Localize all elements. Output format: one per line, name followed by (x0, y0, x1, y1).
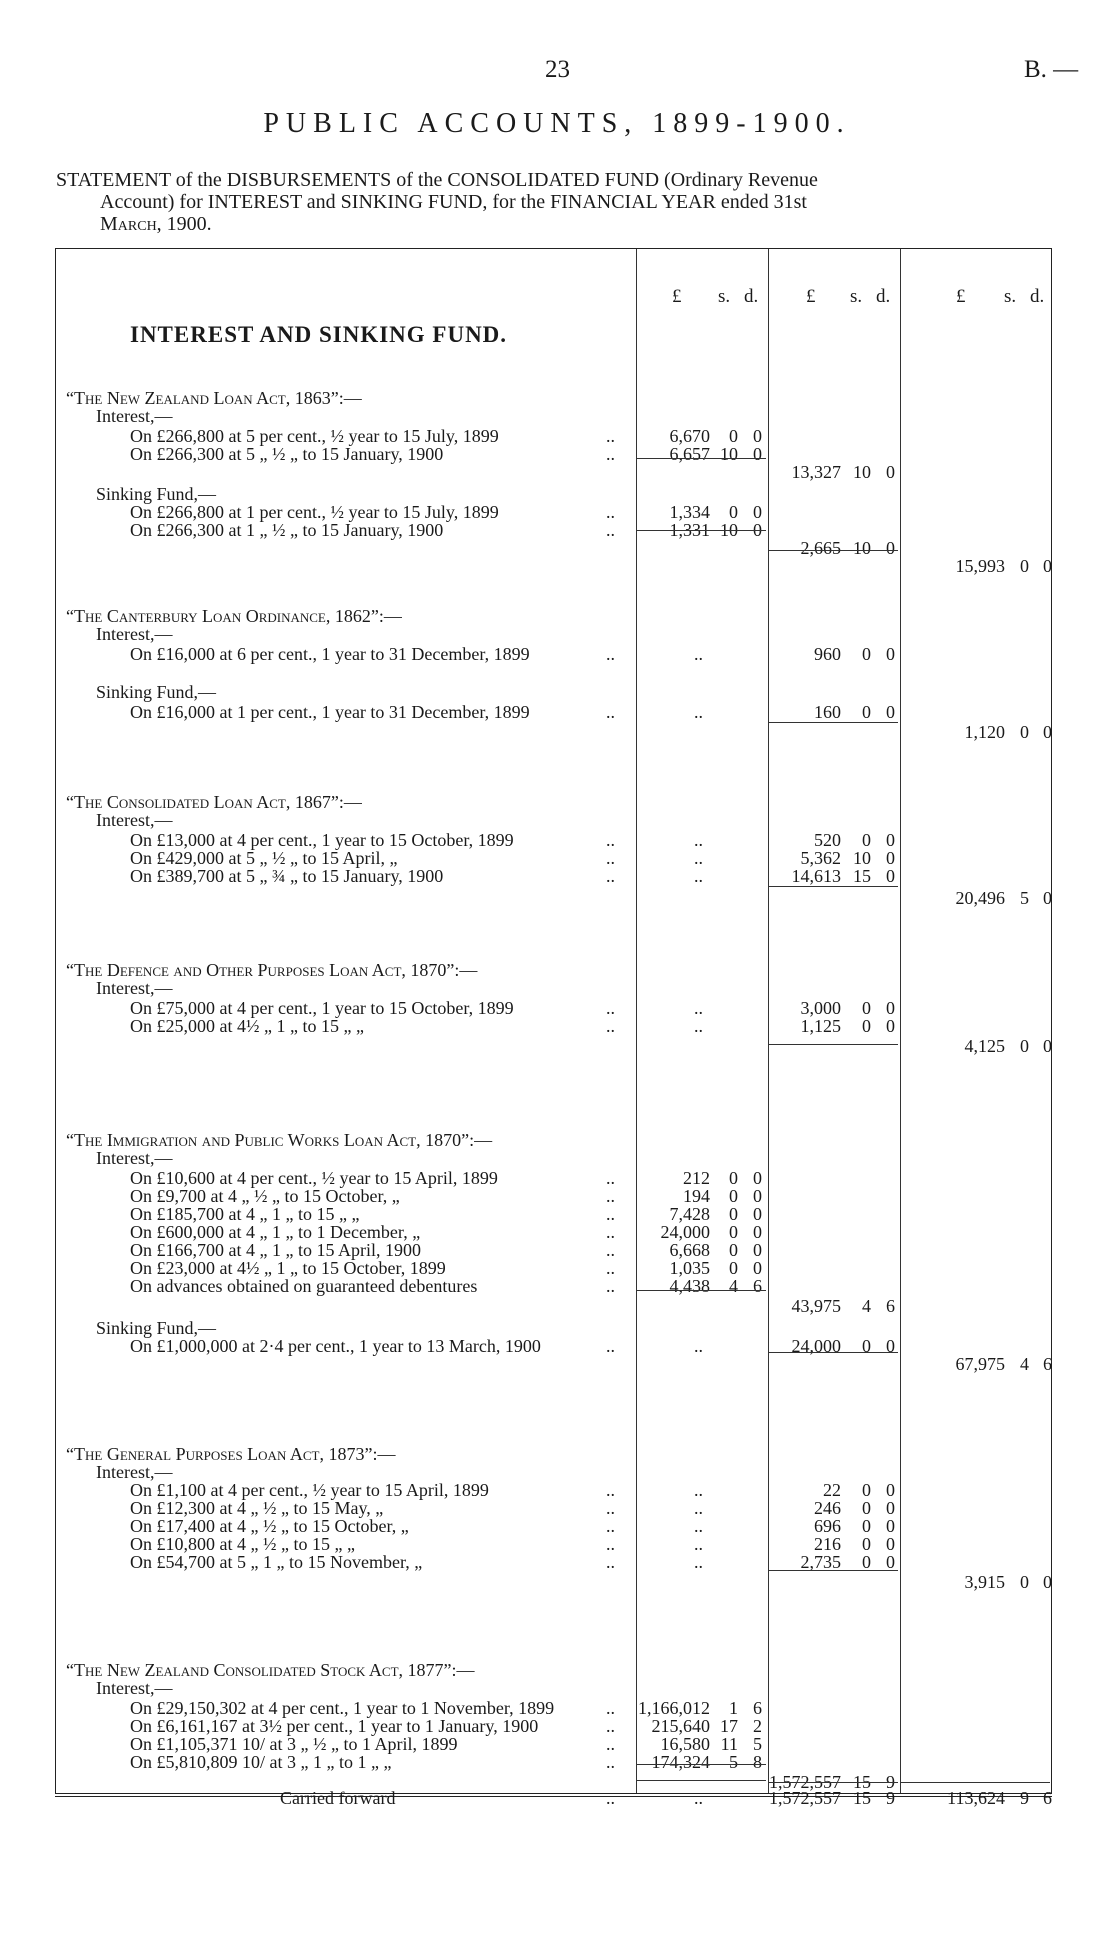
amount-pounds-col1: 1,035 (669, 1258, 710, 1278)
leader-dots: .. (606, 1186, 615, 1206)
table-row (0, 1480, 1114, 1500)
amount-shillings-col3: 0 (1020, 556, 1029, 576)
amount-pounds-col1: 1,334 (669, 502, 710, 522)
amount-shillings-col1: 0 (729, 502, 738, 522)
table-row (0, 978, 1114, 998)
series-mark: B. — (1024, 56, 1079, 83)
leader-dots: .. (606, 1552, 615, 1572)
amount-pounds-col1: 7,428 (669, 1204, 710, 1224)
amount-pence-col3: 0 (1043, 722, 1052, 742)
table-row (0, 1240, 1114, 1260)
amount-shillings-col2: 4 (862, 1296, 871, 1316)
table-row (0, 1276, 1114, 1296)
amount-shillings-col1: 0 (729, 1204, 738, 1224)
amount-shillings-col2: 0 (862, 702, 871, 722)
table-row (0, 426, 1114, 446)
amount-pounds-col2: 13,327 (791, 462, 841, 482)
subtotal-rule (768, 1570, 898, 1571)
amount-shillings-col3: 0 (1020, 722, 1029, 742)
table-row (0, 1130, 1114, 1150)
row-description: “The Immigration and Public Works Loan Act, 1870”:— (66, 1130, 493, 1150)
amount-shillings-col1: 0 (729, 1240, 738, 1260)
row-description: Interest,— (96, 1148, 173, 1168)
amount-shillings-col1: 1 (729, 1698, 738, 1718)
page-title: PUBLIC ACCOUNTS, 1899-1900. (263, 108, 851, 139)
row-description: On £5,810,809 10/ at 3 „ 1 „ to 1 „ „ (130, 1752, 392, 1772)
row-description: “The General Purposes Loan Act, 1873”:— (66, 1444, 396, 1464)
amount-pounds-col2: 1,125 (800, 1016, 841, 1036)
empty-cell-dots: .. (694, 1016, 703, 1036)
empty-cell-dots: .. (694, 1336, 703, 1356)
table-row (0, 1186, 1114, 1206)
amount-pounds-col3: 20,496 (955, 888, 1005, 908)
amount-pounds-col2: 22 (823, 1480, 841, 1500)
leader-dots: .. (606, 1204, 615, 1224)
amount-pence-col2: 0 (886, 848, 895, 868)
table-row (0, 1168, 1114, 1188)
table-row (0, 1148, 1114, 1168)
subtotal-rule (768, 1782, 898, 1783)
amount-pounds-col3: 67,975 (955, 1354, 1005, 1374)
amount-shillings-col2: 0 (862, 1336, 871, 1356)
row-description: Interest,— (96, 624, 173, 644)
row-description: On £25,000 at 4½ „ 1 „ to 15 „ „ (130, 1016, 364, 1036)
amount-pence-col2: 0 (886, 830, 895, 850)
amount-pence-col1: 0 (753, 1258, 762, 1278)
amount-pounds-col2: 14,613 (791, 866, 841, 886)
table-row (0, 1716, 1114, 1736)
leader-dots: .. (606, 444, 615, 464)
row-description: Interest,— (96, 978, 173, 998)
leader-dots: .. (606, 1752, 615, 1772)
amount-pounds-col2: 3,000 (800, 998, 841, 1018)
amount-pounds-col2: 246 (814, 1498, 841, 1518)
table-row (0, 1036, 1114, 1056)
amount-pence-col2: 0 (886, 1016, 895, 1036)
amount-pounds-col3: 113,624 (947, 1788, 1005, 1808)
amount-pence-col1: 0 (753, 444, 762, 464)
leader-dots: .. (606, 830, 615, 850)
amount-shillings-col3: 4 (1020, 1354, 1029, 1374)
table-row (0, 462, 1114, 482)
amount-pence-col2: 0 (886, 1336, 895, 1356)
row-description: On £266,300 at 5 „ ½ „ to 15 January, 1900 (130, 444, 444, 464)
amount-pence-col1: 6 (753, 1276, 762, 1296)
empty-cell-dots: .. (694, 1534, 703, 1554)
leader-dots: .. (606, 702, 615, 722)
amount-pence-col2: 0 (886, 644, 895, 664)
amount-pence-col2: 0 (886, 1552, 895, 1572)
table-row (0, 1788, 1114, 1808)
row-description: Interest,— (96, 406, 173, 426)
empty-cell-dots: .. (694, 866, 703, 886)
table-row (0, 484, 1114, 504)
amount-pence-col1: 0 (753, 1240, 762, 1260)
row-description: On £10,600 at 4 per cent., ½ year to 15 April, 1899 (130, 1168, 498, 1188)
amount-pounds-col3: 3,915 (964, 1572, 1005, 1592)
table-row (0, 682, 1114, 702)
leader-dots: .. (606, 1788, 615, 1808)
amount-pence-col1: 8 (753, 1752, 762, 1772)
leader-dots: .. (606, 1240, 615, 1260)
header-pence-2: d. (876, 286, 891, 307)
leader-dots: .. (606, 1480, 615, 1500)
leader-dots: .. (606, 998, 615, 1018)
subtotal-rule (768, 1352, 898, 1353)
amount-pounds-col1: 1,331 (669, 520, 710, 540)
row-description: Sinking Fund,— (96, 1318, 217, 1338)
row-description: On £16,000 at 1 per cent., 1 year to 31 December, 1899 (130, 702, 530, 722)
amount-pence-col1: 0 (753, 1168, 762, 1188)
row-description: “The Defence and Other Purposes Loan Act, 1870”:— (66, 960, 478, 980)
table-row (0, 866, 1114, 886)
row-description: On £12,300 at 4 „ ½ „ to 15 May, „ (130, 1498, 384, 1518)
subtotal-rule (636, 1780, 766, 1781)
amount-pence-col1: 0 (753, 1186, 762, 1206)
amount-shillings-col1: 0 (729, 1186, 738, 1206)
leader-dots: .. (606, 1336, 615, 1356)
amount-pounds-col1: 6,668 (669, 1240, 710, 1260)
row-description: Interest,— (96, 1462, 173, 1482)
row-description: On £9,700 at 4 „ ½ „ to 15 October, „ (130, 1186, 400, 1206)
row-description: Interest,— (96, 1678, 173, 1698)
row-description: Carried forward (280, 1788, 396, 1808)
amount-pence-col1: 6 (753, 1698, 762, 1718)
leader-dots: .. (606, 1534, 615, 1554)
leader-dots: .. (606, 1516, 615, 1536)
leader-dots: .. (606, 1734, 615, 1754)
amount-shillings-col2: 15 (853, 866, 871, 886)
amount-pounds-col1: 194 (683, 1186, 710, 1206)
amount-pence-col3: 6 (1043, 1354, 1052, 1374)
amount-pounds-col1: 212 (683, 1168, 710, 1188)
empty-cell-dots: .. (694, 644, 703, 664)
amount-pounds-col3: 4,125 (964, 1036, 1005, 1056)
amount-pence-col2: 9 (886, 1788, 895, 1808)
table-row (0, 848, 1114, 868)
row-description: On £75,000 at 4 per cent., 1 year to 15 October, 1899 (130, 998, 514, 1018)
amount-pence-col3: 0 (1043, 888, 1052, 908)
amount-pence-col2: 0 (886, 1516, 895, 1536)
leader-dots: .. (606, 644, 615, 664)
amount-shillings-col2: 0 (862, 998, 871, 1018)
leader-dots: .. (606, 1698, 615, 1718)
row-description: On £54,700 at 5 „ 1 „ to 15 November, „ (130, 1552, 423, 1572)
amount-shillings-col2: 0 (862, 1552, 871, 1572)
amount-shillings-col2: 15 (853, 1772, 871, 1792)
subtotal-rule (900, 1782, 1050, 1783)
empty-cell-dots: .. (694, 1516, 703, 1536)
leader-dots: .. (606, 1258, 615, 1278)
amount-shillings-col1: 0 (729, 426, 738, 446)
amount-shillings-col2: 0 (862, 1534, 871, 1554)
row-description: “The Canterbury Loan Ordinance, 1862”:— (66, 606, 402, 626)
row-description: Interest,— (96, 810, 173, 830)
row-description: On £13,000 at 4 per cent., 1 year to 15 October, 1899 (130, 830, 514, 850)
empty-cell-dots: .. (694, 1788, 703, 1808)
header-pence-3: d. (1030, 286, 1045, 307)
amount-pence-col1: 5 (753, 1734, 762, 1754)
amount-pounds-col2: 1,572,557 (769, 1772, 841, 1792)
row-description: On £266,800 at 5 per cent., ½ year to 15 July, 1899 (130, 426, 499, 446)
statement-line-3: March, 1900. (100, 213, 212, 235)
amount-pence-col2: 0 (886, 702, 895, 722)
leader-dots: .. (606, 520, 615, 540)
leader-dots: .. (606, 426, 615, 446)
row-description: “The Consolidated Loan Act, 1867”:— (66, 792, 362, 812)
amount-pence-col3: 0 (1043, 1572, 1052, 1592)
leader-dots: .. (606, 1222, 615, 1242)
table-row (0, 1572, 1114, 1592)
table-row (0, 888, 1114, 908)
amount-pence-col2: 0 (886, 538, 895, 558)
row-description: On £185,700 at 4 „ 1 „ to 15 „ „ (130, 1204, 360, 1224)
subtotal-rule (768, 886, 898, 887)
amount-pounds-col2: 960 (814, 644, 841, 664)
amount-pence-col1: 0 (753, 520, 762, 540)
table-row (0, 810, 1114, 830)
table-row (0, 1678, 1114, 1698)
row-description: On £266,300 at 1 „ ½ „ to 15 January, 1900 (130, 520, 444, 540)
table-row (0, 606, 1114, 626)
table-row (0, 644, 1114, 664)
table-row (0, 792, 1114, 812)
leader-dots: .. (606, 848, 615, 868)
table-row (0, 1336, 1114, 1356)
row-description: “The New Zealand Loan Act, 1863”:— (66, 388, 362, 408)
header-pence-1: d. (744, 286, 759, 307)
header-shillings-3: s. (1004, 286, 1017, 307)
amount-shillings-col2: 0 (862, 644, 871, 664)
table-row (0, 1318, 1114, 1338)
amount-pounds-col2: 2,735 (800, 1552, 841, 1572)
table-row (0, 1534, 1114, 1554)
amount-pence-col2: 0 (886, 866, 895, 886)
table-row (0, 1752, 1114, 1772)
amount-shillings-col3: 0 (1020, 1572, 1029, 1592)
amount-pounds-col1: 6,657 (669, 444, 710, 464)
empty-cell-dots: .. (694, 1498, 703, 1518)
amount-pounds-col1: 16,580 (660, 1734, 710, 1754)
row-description: On £6,161,167 at 3½ per cent., 1 year to 1 January, 1900 (130, 1716, 539, 1736)
row-description: On advances obtained on guaranteed debentures (130, 1276, 478, 1296)
subtotal-rule (636, 530, 766, 531)
table-row (0, 1498, 1114, 1518)
amount-pence-col2: 0 (886, 462, 895, 482)
table-row (0, 1516, 1114, 1536)
amount-shillings-col2: 10 (853, 462, 871, 482)
leader-dots: .. (606, 502, 615, 522)
header-pounds-1: £ (672, 286, 682, 307)
amount-pounds-col2: 1,572,557 (769, 1788, 841, 1808)
row-description: On £1,105,371 10/ at 3 „ ½ „ to 1 April, 1899 (130, 1734, 458, 1754)
section-heading: INTEREST AND SINKING FUND. (130, 322, 508, 347)
row-description: Sinking Fund,— (96, 682, 217, 702)
amount-pounds-col2: 160 (814, 702, 841, 722)
amount-shillings-col2: 10 (853, 848, 871, 868)
row-description: On £16,000 at 6 per cent., 1 year to 31 December, 1899 (130, 644, 530, 664)
row-description: On £600,000 at 4 „ 1 „ to 1 December, „ (130, 1222, 421, 1242)
amount-pounds-col2: 2,665 (800, 538, 841, 558)
table-row (0, 702, 1114, 722)
table-row (0, 556, 1114, 576)
row-description: On £266,800 at 1 per cent., ½ year to 15 July, 1899 (130, 502, 499, 522)
row-description: On £23,000 at 4½ „ 1 „ to 15 October, 1899 (130, 1258, 446, 1278)
amount-pounds-col2: 696 (814, 1516, 841, 1536)
amount-pence-col2: 0 (886, 1534, 895, 1554)
empty-cell-dots: .. (694, 998, 703, 1018)
amount-pence-col2: 0 (886, 1480, 895, 1500)
amount-shillings-col1: 0 (729, 1222, 738, 1242)
amount-shillings-col1: 0 (729, 1168, 738, 1188)
amount-pence-col1: 0 (753, 502, 762, 522)
subtotal-rule (636, 1764, 766, 1765)
leader-dots: .. (606, 1168, 615, 1188)
amount-pence-col1: 0 (753, 426, 762, 446)
amount-pounds-col1: 24,000 (660, 1222, 710, 1242)
table-row (0, 1462, 1114, 1482)
amount-shillings-col1: 10 (720, 444, 738, 464)
amount-pounds-col1: 1,166,012 (638, 1698, 710, 1718)
table-row (0, 1552, 1114, 1572)
row-description: On £389,700 at 5 „ ¾ „ to 15 January, 1900 (130, 866, 444, 886)
table-row (0, 406, 1114, 426)
amount-shillings-col1: 10 (720, 520, 738, 540)
amount-shillings-col2: 0 (862, 1516, 871, 1536)
amount-pence-col3: 0 (1043, 556, 1052, 576)
amount-shillings-col3: 9 (1020, 1788, 1029, 1808)
header-shillings-1: s. (718, 286, 731, 307)
table-row (0, 388, 1114, 408)
row-description: On £429,000 at 5 „ ½ „ to 15 April, „ (130, 848, 398, 868)
amount-shillings-col1: 5 (729, 1752, 738, 1772)
row-description: On £166,700 at 4 „ 1 „ to 15 April, 1900 (130, 1240, 421, 1260)
table-row (0, 624, 1114, 644)
row-description: On £17,400 at 4 „ ½ „ to 15 October, „ (130, 1516, 409, 1536)
amount-pounds-col1: 174,324 (651, 1752, 710, 1772)
table-row (0, 520, 1114, 540)
amount-pounds-col2: 5,362 (800, 848, 841, 868)
amount-shillings-col1: 4 (729, 1276, 738, 1296)
row-description: “The New Zealand Consolidated Stock Act, 1877”:— (66, 1660, 475, 1680)
table-row (0, 830, 1114, 850)
table-row (0, 1444, 1114, 1464)
amount-pounds-col1: 215,640 (651, 1716, 710, 1736)
table-row (0, 998, 1114, 1018)
table-row (0, 1296, 1114, 1316)
amount-shillings-col3: 5 (1020, 888, 1029, 908)
amount-shillings-col2: 0 (862, 1498, 871, 1518)
leader-dots: .. (606, 1498, 615, 1518)
amount-shillings-col2: 0 (862, 1480, 871, 1500)
row-description: On £1,100 at 4 per cent., ½ year to 15 April, 1899 (130, 1480, 489, 1500)
amount-pence-col1: 0 (753, 1222, 762, 1242)
amount-pence-col3: 6 (1043, 1788, 1052, 1808)
empty-cell-dots: .. (694, 830, 703, 850)
subtotal-rule (768, 550, 898, 551)
leader-dots: .. (606, 866, 615, 886)
table-row (0, 1258, 1114, 1278)
amount-pence-col3: 0 (1043, 1036, 1052, 1056)
amount-pounds-col2: 43,975 (791, 1296, 841, 1316)
amount-shillings-col3: 0 (1020, 1036, 1029, 1056)
leader-dots: .. (606, 1016, 615, 1036)
table-row (0, 502, 1114, 522)
amount-pounds-col3: 1,120 (964, 722, 1005, 742)
table-row (0, 1698, 1114, 1718)
amount-pounds-col2: 24,000 (791, 1336, 841, 1356)
table-row (0, 444, 1114, 464)
table-row (0, 1016, 1114, 1036)
table-row (0, 1734, 1114, 1754)
row-description: On £1,000,000 at 2·4 per cent., 1 year to 13 March, 1900 (130, 1336, 541, 1356)
amount-shillings-col2: 0 (862, 830, 871, 850)
amount-pence-col1: 2 (753, 1716, 762, 1736)
row-description: On £10,800 at 4 „ ½ „ to 15 „ „ (130, 1534, 355, 1554)
statement-line-2: Account) for INTEREST and SINKING FUND, for the FINANCIAL YEAR ended 31st (100, 191, 807, 213)
amount-pounds-col1: 6,670 (669, 426, 710, 446)
table-row (0, 722, 1114, 742)
amount-shillings-col2: 0 (862, 1016, 871, 1036)
amount-shillings-col2: 10 (853, 538, 871, 558)
amount-shillings-col1: 17 (720, 1716, 738, 1736)
amount-pence-col2: 9 (886, 1772, 895, 1792)
empty-cell-dots: .. (694, 1480, 703, 1500)
row-description: On £29,150,302 at 4 per cent., 1 year to 1 November, 1899 (130, 1698, 555, 1718)
amount-pence-col2: 6 (886, 1296, 895, 1316)
table-row (0, 1660, 1114, 1680)
amount-shillings-col1: 11 (720, 1734, 738, 1754)
empty-cell-dots: .. (694, 702, 703, 722)
table-row (0, 1204, 1114, 1224)
table-row (0, 538, 1114, 558)
subtotal-rule (768, 1044, 898, 1045)
table-row (0, 1354, 1114, 1374)
amount-shillings-col1: 0 (729, 1258, 738, 1278)
leader-dots: .. (606, 1276, 615, 1296)
table-row (0, 960, 1114, 980)
amount-pounds-col2: 520 (814, 830, 841, 850)
header-shillings-2: s. (850, 286, 863, 307)
header-pounds-3: £ (956, 286, 966, 307)
amount-pence-col1: 0 (753, 1204, 762, 1224)
subtotal-rule (768, 722, 898, 723)
amount-pounds-col3: 15,993 (955, 556, 1005, 576)
empty-cell-dots: .. (694, 1552, 703, 1572)
amount-pounds-col1: 4,438 (669, 1276, 710, 1296)
amount-pounds-col2: 216 (814, 1534, 841, 1554)
statement-line-1: STATEMENT of the DISBURSEMENTS of the CONSOLIDATED FUND (Ordinary Revenue (56, 169, 818, 191)
header-pounds-2: £ (806, 286, 816, 307)
subtotal-rule (636, 1290, 766, 1291)
amount-pence-col2: 0 (886, 1498, 895, 1518)
table-row (0, 1222, 1114, 1242)
page-number: 23 (545, 56, 570, 83)
amount-pence-col2: 0 (886, 998, 895, 1018)
leader-dots: .. (606, 1716, 615, 1736)
subtotal-rule (636, 458, 766, 459)
row-description: Sinking Fund,— (96, 484, 217, 504)
empty-cell-dots: .. (694, 848, 703, 868)
amount-shillings-col2: 15 (853, 1788, 871, 1808)
